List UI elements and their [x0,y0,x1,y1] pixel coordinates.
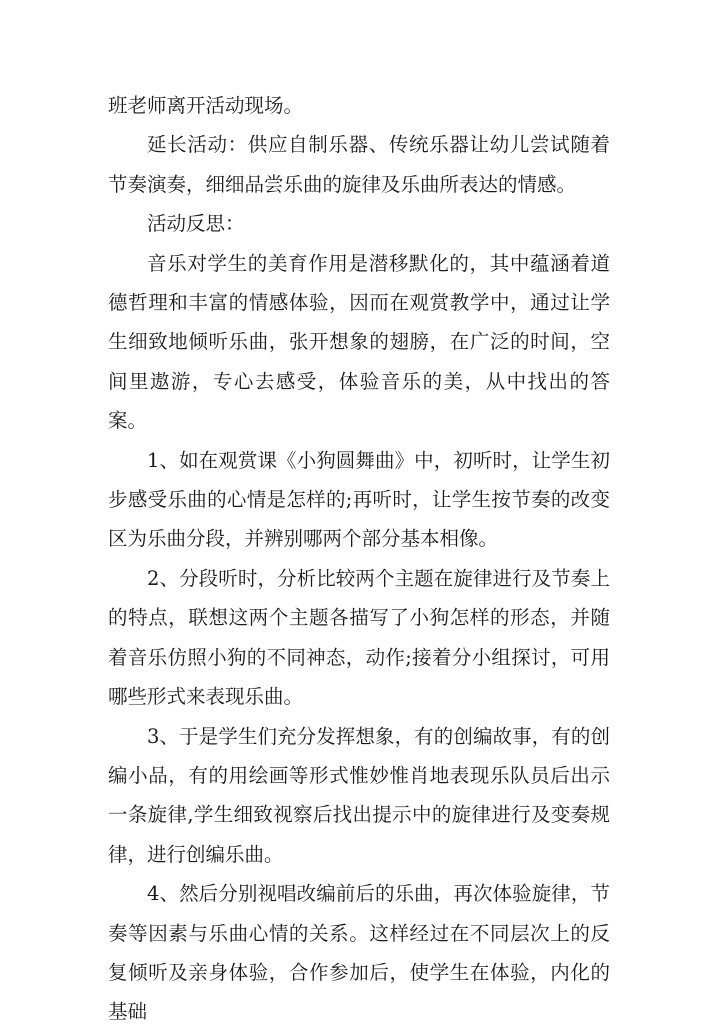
paragraph-6: 2、分段听时，分析比较两个主题在旋律进行及节奏上的特点，联想这两个主题各描写了小狗怎样的形态，并随着音乐仿照小狗的不同神态，动作;接着分小组探讨，可用哪些形式来表现乐曲。 [108,566,610,709]
paragraph-5: 1、如在观赏课《小狗圆舞曲》中，初听时，让学生初步感受乐曲的心情是怎样的;再听时，让学生按节奏的改变区为乐曲分段，并辨别哪两个部分基本相像。 [108,448,610,551]
paragraph-4: 音乐对学生的美育作用是潜移默化的，其中蕴涵着道德哲理和丰富的情感体验，因而在观赏教学中，通过让学生细致地倾听乐曲，张开想象的翅膀，在广泛的时间，空间里遨游，专心去感受，体验音乐的美，从中找出的答案。 [108,251,610,433]
paragraph-2: 延长活动：供应自制乐器、传统乐器让幼儿尝试随着节奏演奏，细细品尝乐曲的旋律及乐曲所表达的情感。 [108,133,610,196]
paragraph-8: 4、然后分别视唱改编前后的乐曲，再次体验旋律，节奏等因素与乐曲心情的关系。这样经过在不同层次上的反复倾听及亲身体验，合作参加后，使学生在体验，内化的基础 [108,882,610,1024]
paragraph-1: 班老师离开活动现场。 [108,94,304,117]
document-body [108,86,610,1032]
paragraph-7: 3、于是学生们充分发挥想象，有的创编故事，有的创编小品，有的用绘画等形式惟妙惟肖地表现乐队员后出示一条旋律,学生细致视察后找出提示中的旋律进行及变奏规律，进行创编乐曲。 [108,724,610,866]
paragraph-3: 活动反思： [147,212,245,236]
